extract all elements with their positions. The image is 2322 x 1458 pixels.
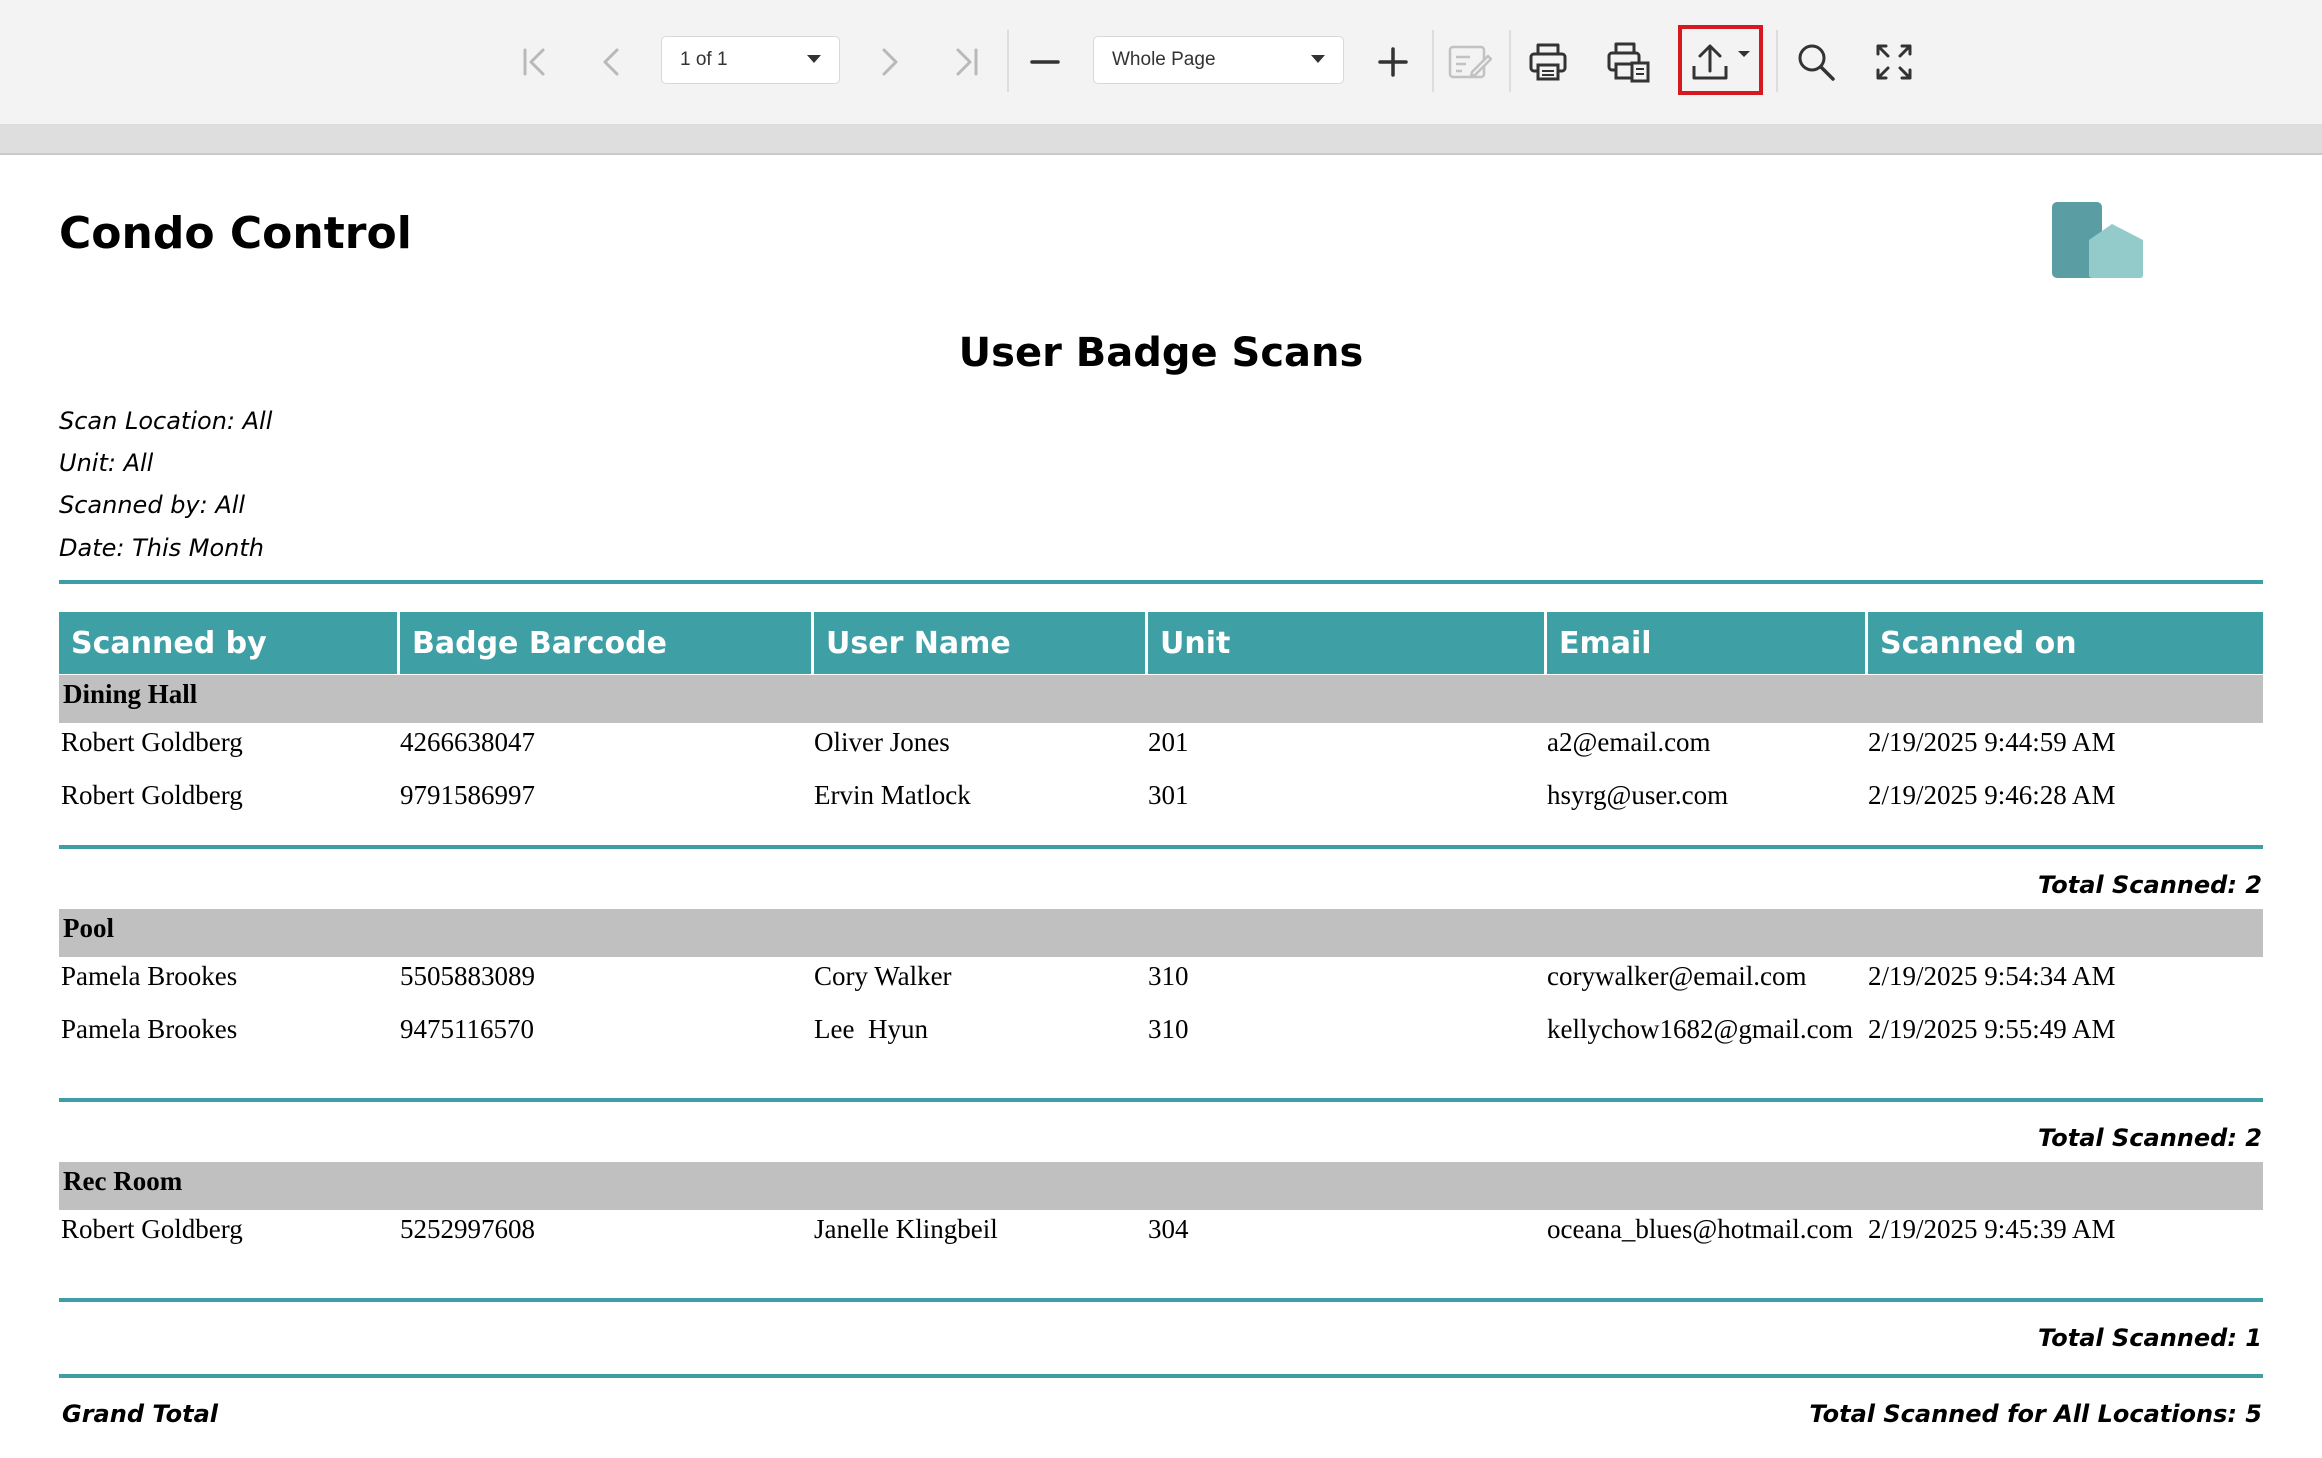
grand-total-divider xyxy=(59,1374,2263,1378)
last-page-button[interactable] xyxy=(941,0,991,124)
zoom-value: Whole Page xyxy=(1112,49,1216,70)
next-page-icon xyxy=(872,46,904,78)
group-divider xyxy=(59,845,2263,849)
cell-scanned-on: 2/19/2025 9:45:39 AM xyxy=(1868,1214,2116,1244)
filter-scanned-by: Scanned by: All xyxy=(59,491,246,519)
company-logo xyxy=(2050,200,2145,284)
cell-email: corywalker@email.com xyxy=(1547,961,1807,991)
company-name: Condo Control xyxy=(59,208,412,259)
grand-total-label: Grand Total xyxy=(62,1400,219,1428)
first-page-button[interactable] xyxy=(510,0,560,124)
cell-scanned-by: Robert Goldberg xyxy=(61,1214,243,1244)
group-total: Total Scanned: 1 xyxy=(2037,1324,2262,1352)
table-row xyxy=(59,1013,2263,1073)
group-total: Total Scanned: 2 xyxy=(2037,1124,2262,1152)
cell-unit: 310 xyxy=(1148,1014,1189,1044)
cell-email: kellychow1682@gmail.com xyxy=(1547,1014,1854,1044)
table-row xyxy=(59,779,2263,839)
cell-user-name: Lee Hyun xyxy=(814,1014,928,1044)
toolbar-separator xyxy=(1776,30,1778,92)
chevron-down-icon xyxy=(1311,55,1325,63)
fullscreen-button[interactable] xyxy=(1868,0,1920,124)
chevron-down-icon xyxy=(807,55,821,63)
fullscreen-icon xyxy=(1874,42,1914,82)
filter-unit: Unit: All xyxy=(59,449,154,477)
table-row xyxy=(59,960,2263,1020)
print-icon xyxy=(1528,42,1568,82)
cell-user-name: Ervin Matlock xyxy=(814,780,971,810)
cell-scanned-by: Pamela Brookes xyxy=(61,961,238,991)
cell-badge-barcode: 9791586997 xyxy=(400,780,535,810)
previous-page-button[interactable] xyxy=(588,0,638,124)
previous-page-icon xyxy=(597,46,629,78)
cell-unit: 301 xyxy=(1148,780,1189,810)
print-page-button[interactable] xyxy=(1600,0,1656,124)
column-header-badge-barcode: Badge Barcode xyxy=(400,612,811,674)
group-total: Total Scanned: 2 xyxy=(2037,871,2262,899)
group-header-dining-hall xyxy=(59,675,2263,723)
page-selector[interactable] xyxy=(661,36,840,84)
page-indicator: 1 of 1 xyxy=(680,49,728,70)
table-row xyxy=(59,726,2263,786)
group-name: Dining Hall xyxy=(63,679,198,709)
column-header-user-name: User Name xyxy=(814,612,1145,674)
cell-unit: 304 xyxy=(1148,1214,1189,1244)
group-header-rec-room xyxy=(59,1162,2263,1210)
column-header-email: Email xyxy=(1547,612,1865,674)
print-page-icon xyxy=(1606,41,1650,83)
first-page-icon xyxy=(519,46,551,78)
cell-scanned-by: Pamela Brookes xyxy=(61,1014,238,1044)
table-header xyxy=(59,612,2263,674)
filter-date: Date: This Month xyxy=(59,534,264,562)
toolbar-separator xyxy=(1509,30,1511,92)
cell-scanned-on: 2/19/2025 9:46:28 AM xyxy=(1868,780,2116,810)
toolbar-separator xyxy=(1007,30,1009,92)
report-title: User Badge Scans xyxy=(958,330,1364,376)
group-divider xyxy=(59,1298,2263,1302)
header-divider xyxy=(59,580,2263,584)
cell-scanned-by: Robert Goldberg xyxy=(61,727,243,757)
cell-user-name: Oliver Jones xyxy=(814,727,950,757)
edit-icon xyxy=(1448,42,1492,82)
group-name: Rec Room xyxy=(63,1166,183,1196)
print-button[interactable] xyxy=(1522,0,1574,124)
search-icon xyxy=(1796,42,1836,82)
last-page-icon xyxy=(950,46,982,78)
cell-unit: 201 xyxy=(1148,727,1189,757)
viewer-page-gap xyxy=(0,125,2322,155)
zoom-out-button[interactable] xyxy=(1020,0,1070,124)
cell-user-name: Janelle Klingbeil xyxy=(814,1214,998,1244)
cell-user-name: Cory Walker xyxy=(814,961,952,991)
cell-badge-barcode: 5252997608 xyxy=(400,1214,535,1244)
cell-scanned-on: 2/19/2025 9:44:59 AM xyxy=(1868,727,2116,757)
cell-badge-barcode: 5505883089 xyxy=(400,961,535,991)
zoom-in-button[interactable] xyxy=(1368,0,1418,124)
group-header-pool xyxy=(59,909,2263,957)
grand-total-value: Total Scanned for All Locations: 5 xyxy=(1809,1400,2262,1428)
group-name: Pool xyxy=(63,913,114,943)
toolbar-separator xyxy=(1432,30,1434,92)
column-header-unit: Unit xyxy=(1148,612,1544,674)
column-header-scanned-by: Scanned by xyxy=(59,612,397,674)
table-row xyxy=(59,1213,2263,1273)
filter-scan-location: Scan Location: All xyxy=(59,407,273,435)
group-divider xyxy=(59,1098,2263,1102)
cell-unit: 310 xyxy=(1148,961,1189,991)
report-viewer-toolbar xyxy=(0,0,2322,125)
search-button[interactable] xyxy=(1790,0,1842,124)
zoom-selector[interactable] xyxy=(1093,36,1344,84)
cell-badge-barcode: 4266638047 xyxy=(400,727,535,757)
export-highlight-box xyxy=(1678,25,1763,95)
zoom-in-icon xyxy=(1377,46,1409,78)
cell-scanned-on: 2/19/2025 9:55:49 AM xyxy=(1868,1014,2116,1044)
next-page-button[interactable] xyxy=(863,0,913,124)
column-header-scanned-on: Scanned on xyxy=(1868,612,2263,674)
cell-email: hsyrg@user.com xyxy=(1547,780,1729,810)
cell-email: oceana_blues@hotmail.com xyxy=(1547,1214,1854,1244)
cell-scanned-on: 2/19/2025 9:54:34 AM xyxy=(1868,961,2116,991)
cell-badge-barcode: 9475116570 xyxy=(400,1014,534,1044)
zoom-out-icon xyxy=(1029,46,1061,78)
cell-scanned-by: Robert Goldberg xyxy=(61,780,243,810)
cell-email: a2@email.com xyxy=(1547,727,1711,757)
edit-button[interactable] xyxy=(1445,0,1495,124)
